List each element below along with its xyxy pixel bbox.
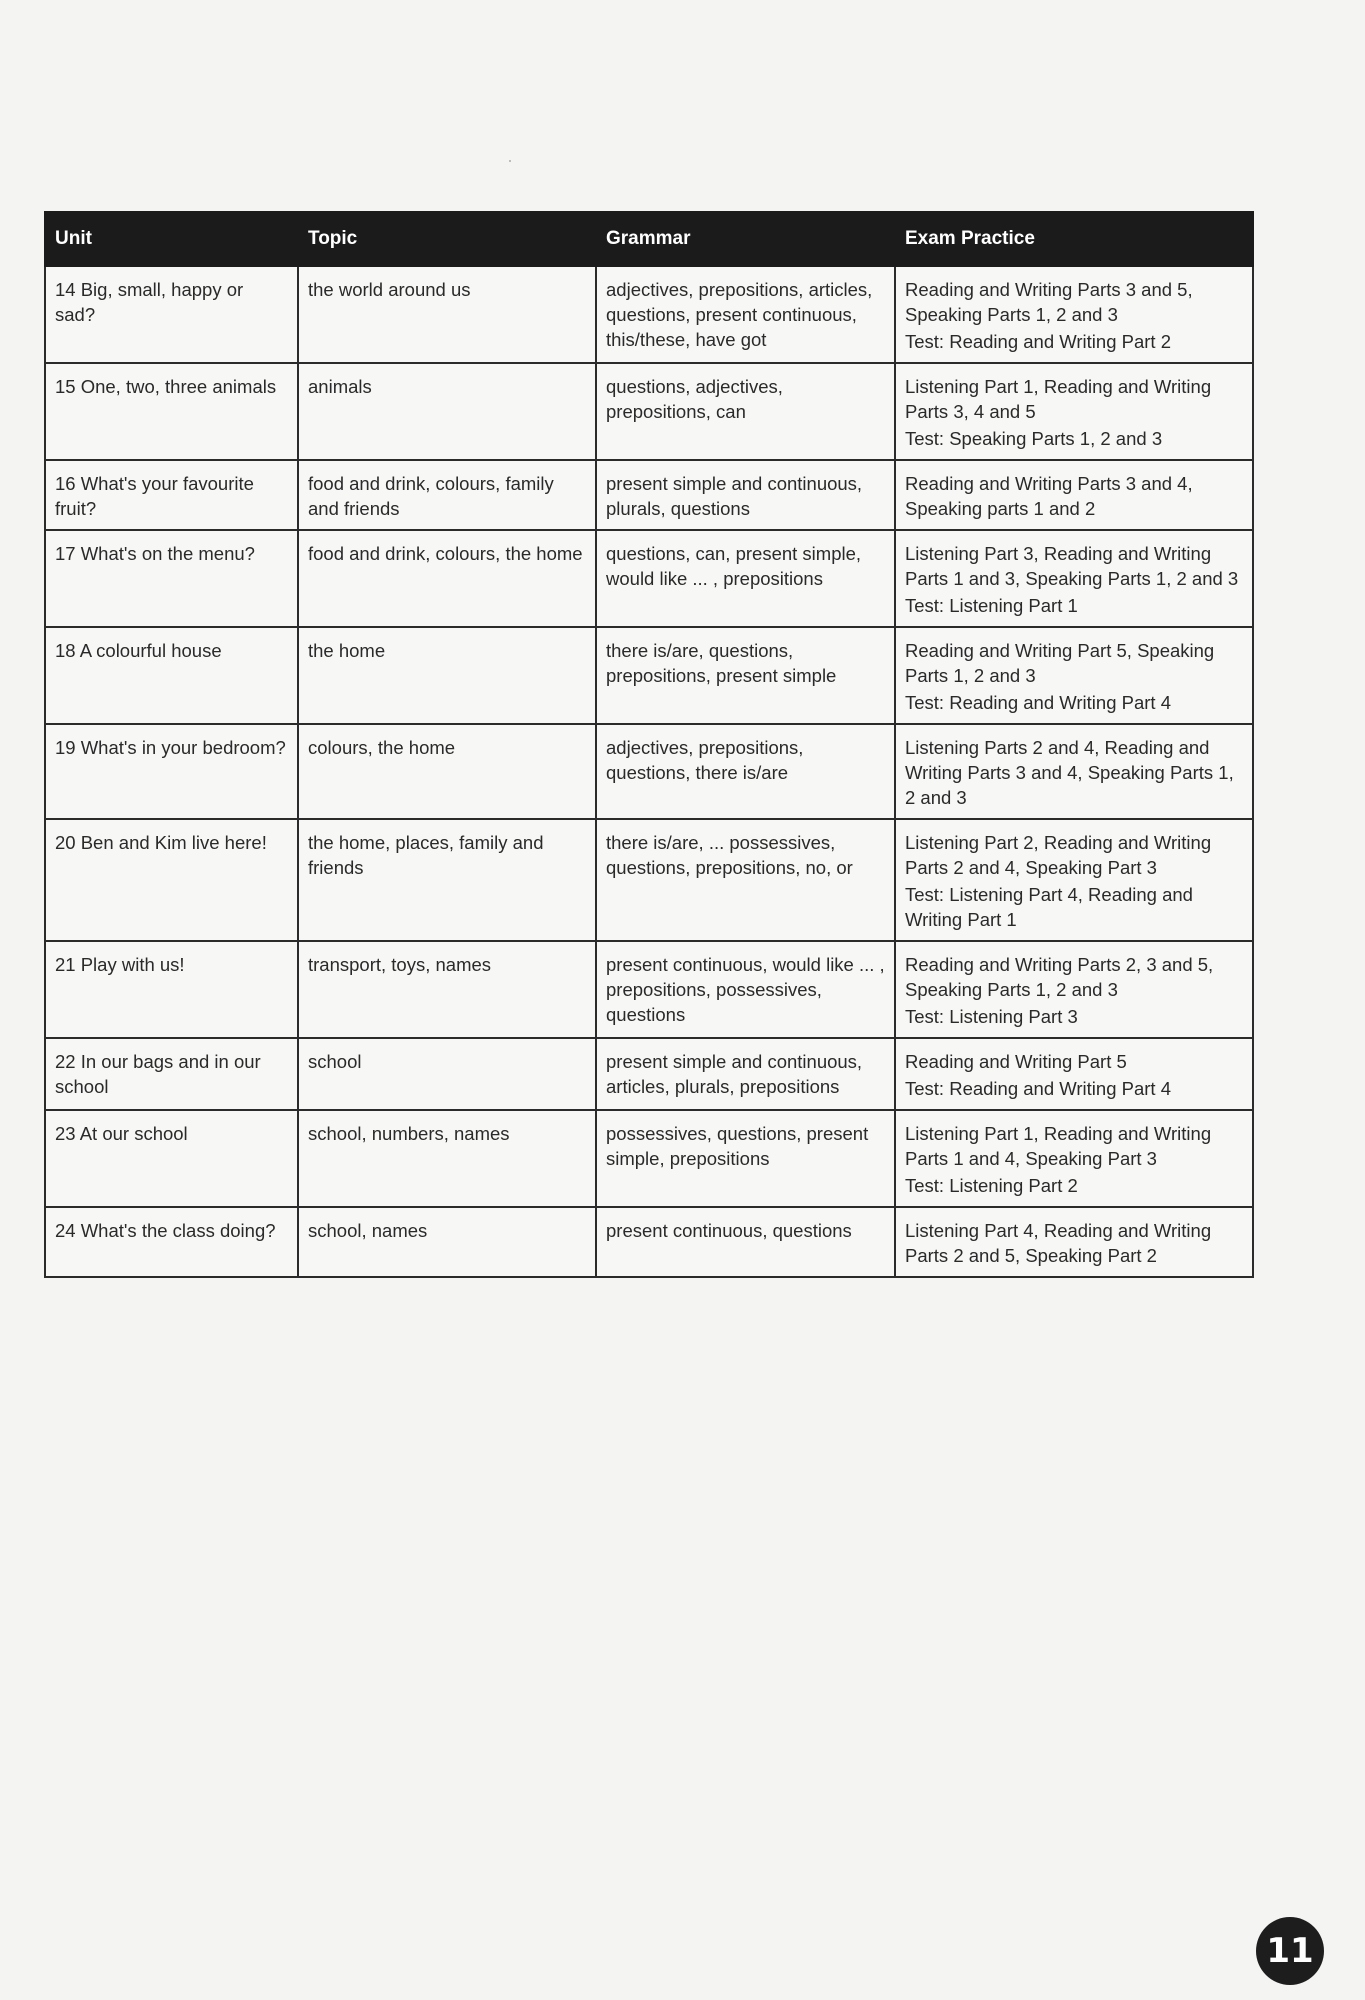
unit-cell: 20 Ben and Kim live here! xyxy=(45,819,298,941)
page-number-badge: 11 xyxy=(1256,1917,1324,1985)
test-text: Test: Reading and Writing Part 4 xyxy=(905,1078,1171,1099)
unit-cell: 21 Play with us! xyxy=(45,941,298,1038)
grammar-cell: questions, can, present simple, would like ... , prepositions xyxy=(596,530,895,627)
topic-cell: school, numbers, names xyxy=(298,1110,596,1207)
grammar-cell: questions, adjectives, prepositions, can xyxy=(596,363,895,460)
exam-cell xyxy=(895,819,1253,941)
test-text: Test: Reading and Writing Part 4 xyxy=(905,692,1171,713)
topic-cell: school xyxy=(298,1038,596,1110)
table-row xyxy=(45,530,1253,627)
table-row xyxy=(45,941,1253,1038)
unit-cell: 23 At our school xyxy=(45,1110,298,1207)
topic-cell: food and drink, colours, the home xyxy=(298,530,596,627)
topic-cell: food and drink, colours, family and friends xyxy=(298,460,596,530)
exam-cell xyxy=(895,941,1253,1038)
unit-cell: 22 In our bags and in our school xyxy=(45,1038,298,1110)
exam-practice-text: Listening Part 4, Reading and Writing Parts 2 and 5, Speaking Part 2 xyxy=(905,1220,1212,1266)
grammar-cell: present simple and continuous, articles, plurals, prepositions xyxy=(596,1038,895,1110)
test-text: Test: Listening Part 1 xyxy=(905,595,1078,616)
exam-cell xyxy=(895,1038,1253,1110)
grammar-cell: present continuous, questions xyxy=(596,1207,895,1277)
table-row xyxy=(45,363,1253,460)
topic-cell: the world around us xyxy=(298,266,596,363)
column-header-unit: Unit xyxy=(45,212,298,266)
test-text: Test: Listening Part 2 xyxy=(905,1175,1078,1196)
grammar-cell: there is/are, ... possessives, questions, prepositions, no, or xyxy=(596,819,895,941)
topic-cell: the home, places, family and friends xyxy=(298,819,596,941)
unit-cell: 18 A colourful house xyxy=(45,627,298,724)
table-header-row xyxy=(45,212,1253,266)
unit-overview-table xyxy=(44,211,1254,1278)
exam-practice-text: Listening Part 1, Reading and Writing Parts 1 and 4, Speaking Part 3 xyxy=(905,1123,1212,1169)
topic-cell: animals xyxy=(298,363,596,460)
topic-cell: transport, toys, names xyxy=(298,941,596,1038)
exam-practice-text: Reading and Writing Part 5, Speaking Parts 1, 2 and 3 xyxy=(905,640,1215,686)
table-row xyxy=(45,1110,1253,1207)
topic-cell: school, names xyxy=(298,1207,596,1277)
column-header-exam-practice: Exam Practice xyxy=(895,212,1253,266)
column-header-grammar: Grammar xyxy=(596,212,895,266)
exam-practice-text: Reading and Writing Parts 2, 3 and 5, Speaking Parts 1, 2 and 3 xyxy=(905,954,1214,1000)
test-text: Test: Listening Part 3 xyxy=(905,1006,1078,1027)
exam-cell xyxy=(895,266,1253,363)
exam-practice-text: Listening Part 2, Reading and Writing Parts 2 and 4, Speaking Part 3 xyxy=(905,832,1212,878)
grammar-cell: possessives, questions, present simple, prepositions xyxy=(596,1110,895,1207)
exam-cell xyxy=(895,530,1253,627)
exam-practice-text: Reading and Writing Parts 3 and 5, Speaking Parts 1, 2 and 3 xyxy=(905,279,1193,325)
unit-cell: 19 What's in your bedroom? xyxy=(45,724,298,819)
exam-cell xyxy=(895,460,1253,530)
test-text: Test: Speaking Parts 1, 2 and 3 xyxy=(905,428,1163,449)
table-row xyxy=(45,266,1253,363)
exam-practice-text: Listening Part 3, Reading and Writing Parts 1 and 3, Speaking Parts 1, 2 and 3 xyxy=(905,543,1239,589)
exam-practice-text: Reading and Writing Parts 3 and 4, Speaking parts 1 and 2 xyxy=(905,473,1193,519)
test-text: Test: Listening Part 4, Reading and Writing Part 1 xyxy=(905,884,1193,930)
exam-practice-text: Listening Part 1, Reading and Writing Parts 3, 4 and 5 xyxy=(905,376,1212,422)
unit-cell: 17 What's on the menu? xyxy=(45,530,298,627)
table-row xyxy=(45,1207,1253,1277)
exam-practice-text: Reading and Writing Part 5 xyxy=(905,1051,1127,1072)
table-row xyxy=(45,1038,1253,1110)
grammar-cell: present simple and continuous, plurals, questions xyxy=(596,460,895,530)
unit-cell: 14 Big, small, happy or sad? xyxy=(45,266,298,363)
grammar-cell: adjectives, prepositions, questions, there is/are xyxy=(596,724,895,819)
unit-cell: 15 One, two, three animals xyxy=(45,363,298,460)
grammar-cell: present continuous, would like ... , prepositions, possessives, questions xyxy=(596,941,895,1038)
scan-speck xyxy=(509,160,511,162)
unit-cell: 24 What's the class doing? xyxy=(45,1207,298,1277)
grammar-cell: adjectives, prepositions, articles, questions, present continuous, this/these, have got xyxy=(596,266,895,363)
topic-cell: colours, the home xyxy=(298,724,596,819)
table-row xyxy=(45,819,1253,941)
column-header-topic: Topic xyxy=(298,212,596,266)
table-row xyxy=(45,724,1253,819)
table-row xyxy=(45,627,1253,724)
exam-cell xyxy=(895,1207,1253,1277)
exam-cell xyxy=(895,724,1253,819)
exam-cell xyxy=(895,363,1253,460)
exam-practice-text: Listening Parts 2 and 4, Reading and Writing Parts 3 and 4, Speaking Parts 1, 2 and 3 xyxy=(905,737,1234,808)
unit-cell: 16 What's your favourite fruit? xyxy=(45,460,298,530)
exam-cell xyxy=(895,627,1253,724)
table-row xyxy=(45,460,1253,530)
test-text: Test: Reading and Writing Part 2 xyxy=(905,331,1171,352)
grammar-cell: there is/are, questions, prepositions, present simple xyxy=(596,627,895,724)
exam-cell xyxy=(895,1110,1253,1207)
topic-cell: the home xyxy=(298,627,596,724)
